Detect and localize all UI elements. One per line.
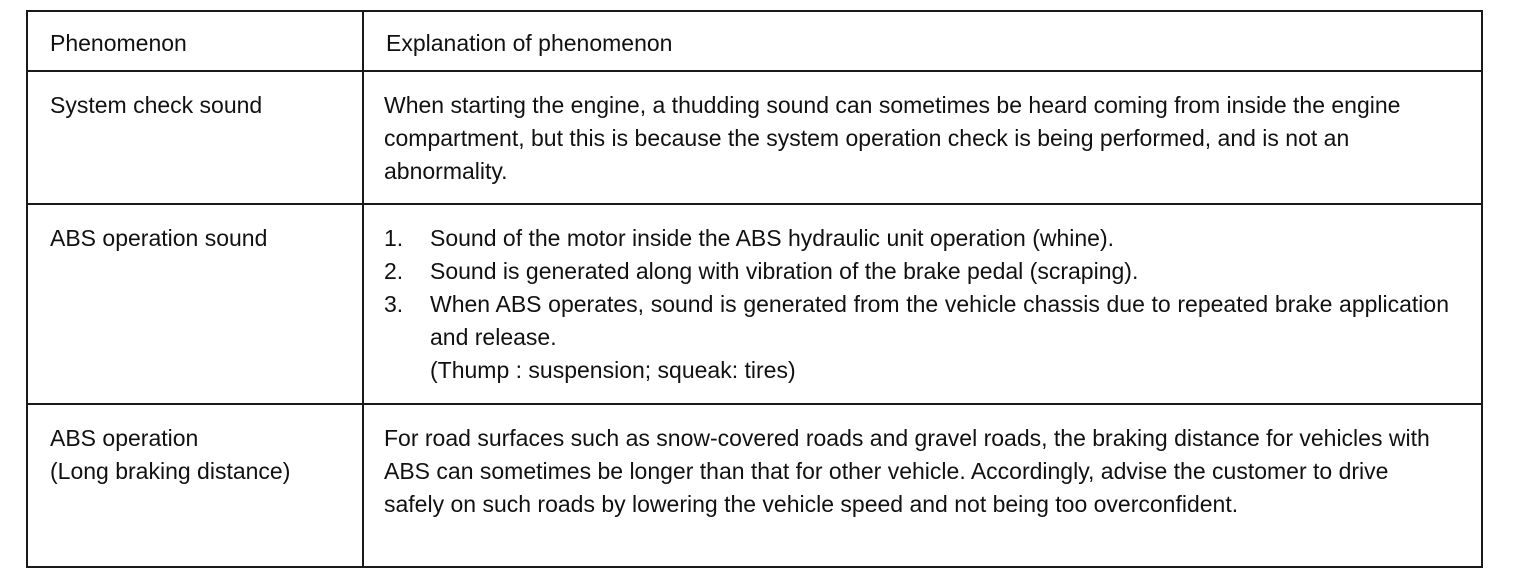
explanation-text: For road surfaces such as snow-covered roads and gravel roads, the braking distance for vehicles with ABS can sometimes be longer than that for other vehicle. Accordingly, advise the customer to drive safely on such roads by lowering the vehicle speed and not being too overconfident.: [384, 425, 1430, 517]
table-header-row: [27, 11, 1482, 71]
phenomenon-label: ABS operation sound: [50, 225, 268, 251]
explanation-text: When starting the engine, a thudding sound can sometimes be heard coming from inside the engine compartment, but this is because the system operation check is being performed, and is not an abnormality.: [384, 92, 1401, 184]
phenomenon-cell: [27, 404, 363, 567]
list-item: [384, 222, 1449, 255]
explanation-cell: [363, 71, 1482, 204]
phenomenon-label: System check sound: [50, 92, 263, 118]
explanation-cell: [363, 204, 1482, 404]
phenomenon-table: [26, 10, 1483, 568]
list-item-text: Sound of the motor inside the ABS hydraulic unit operation (whine).: [430, 225, 1115, 251]
phenomenon-label: ABS operation: [50, 425, 199, 451]
list-item: [384, 255, 1449, 288]
explanation-list: [384, 222, 1449, 354]
phenomenon-sublabel: (Long braking distance): [50, 458, 291, 484]
list-item-text: When ABS operates, sound is generated from the vehicle chassis due to repeated brake application and release.: [430, 291, 1449, 350]
phenomenon-cell: [27, 71, 363, 204]
list-item-number: 3.: [384, 291, 404, 317]
explanation-note: (Thump : suspension; squeak: tires): [430, 357, 796, 383]
list-item-number: 1.: [384, 225, 404, 251]
list-item-text: Sound is generated along with vibration of the brake pedal (scraping).: [430, 258, 1139, 284]
header-phenomenon: Phenomenon: [27, 11, 363, 71]
phenomenon-cell: [27, 204, 363, 404]
table-row: [27, 71, 1482, 204]
explanation-cell: [363, 404, 1482, 567]
header-explanation: Explanation of phenomenon: [363, 11, 1482, 71]
list-item-number: 2.: [384, 258, 404, 284]
table-row: [27, 404, 1482, 567]
list-item: [384, 288, 1449, 354]
table-row: [27, 204, 1482, 404]
